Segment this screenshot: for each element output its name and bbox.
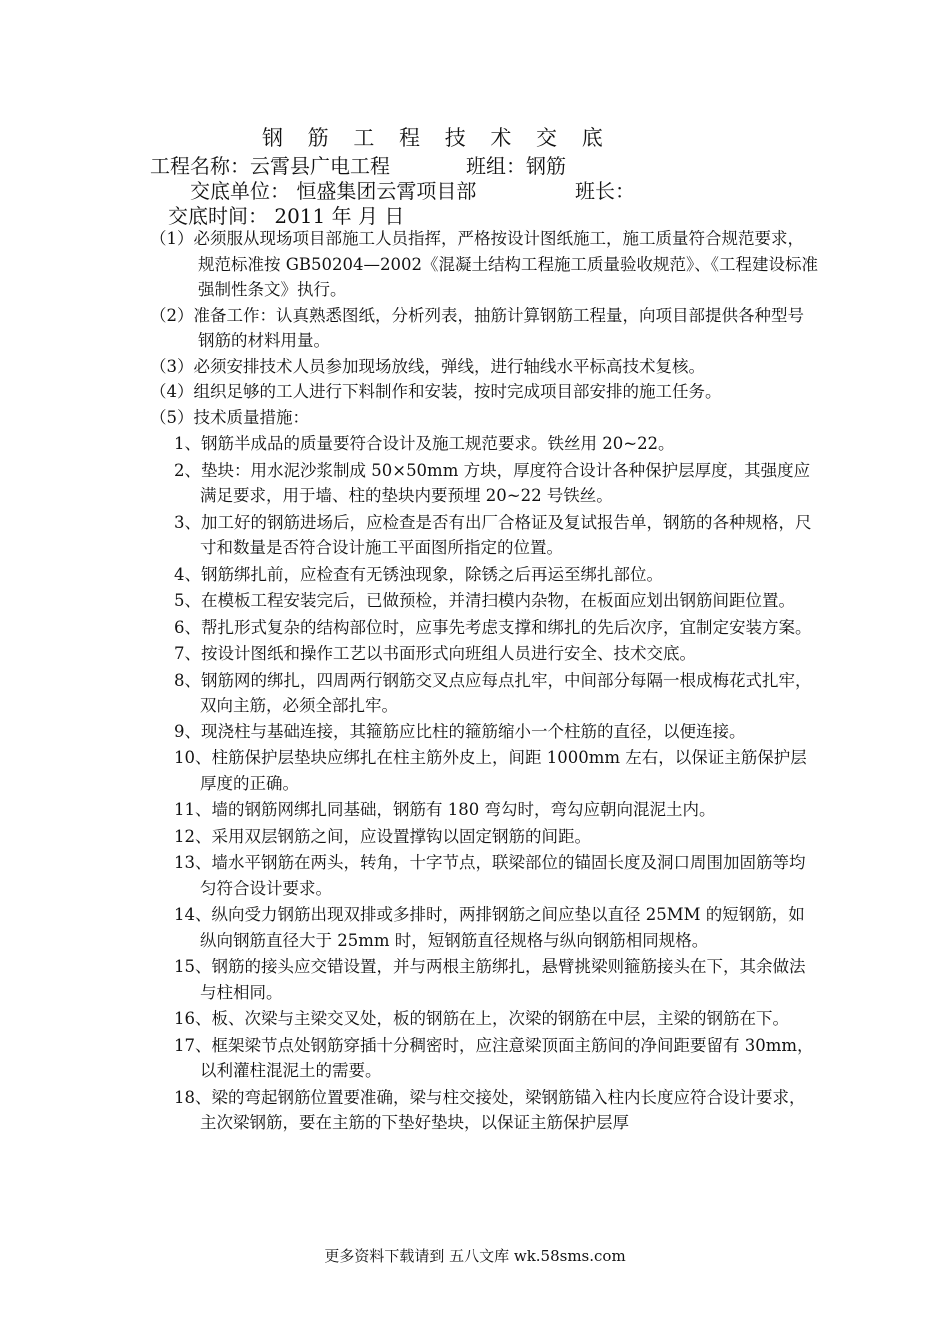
list-item: 15、钢筋的接头应交错设置，并与两根主筋绑扎，悬臂挑梁则箍筋接头在下，其余做法与柱相同。 (174, 957, 806, 1002)
team-name: 班组：钢筋 (466, 154, 566, 178)
list-item: 16、板、次梁与主梁交叉处，板的钢筋在上，次梁的钢筋在中层，主梁的钢筋在下。 (174, 1009, 789, 1028)
list-item: 3、加工好的钢筋进场后，应检查是否有出厂合格证及复试报告单，钢筋的各种规格，尺寸和数量是否符合设计施工平面图所指定的位置。 (174, 512, 812, 557)
team-leader: 班长： (575, 179, 635, 203)
list-item: 8、钢筋网的绑扎，四周两行钢筋交叉点应每点扎牢，中间部分每隔一根成梅花式扎牢，双向主筋，必须全部扎牢。 (174, 670, 812, 715)
list-item: （4）组织足够的工人进行下料制作和安装，按时完成项目部安排的施工任务。 (150, 382, 722, 401)
list-item: 13、墙水平钢筋在两头，转角，十字节点，联梁部位的锚固长度及洞口周围加固筋等均匀符合设计要求。 (174, 853, 806, 898)
list-item: 17、框架梁节点处钢筋穿插十分稠密时，应注意梁顶面主筋间的净间距要留有 30mm，以利灌柱混泥土的需要。 (174, 1035, 814, 1080)
list-item: 6、帮扎形式复杂的结构部位时，应事先考虑支撑和绑扎的先后次序，宜制定安装方案。 (174, 617, 812, 637)
list-item: 5、在模板工程安装完后，已做预检，并清扫模内杂物，在板面应划出钢筋间距位置。 (174, 591, 795, 610)
footer-note: 更多资料下载请到 五八文库 wk.58sms.com (324, 1247, 626, 1265)
list-item: 14、纵向受力钢筋出现双排或多排时，两排钢筋之间应垫以直径 25MM 的短钢筋，如纵向钢筋直径大于 25mm 时，短钢筋直径规格与纵向钢筋相同规格。 (174, 905, 805, 950)
list-item: （2）准备工作：认真熟悉图纸，分析列表，抽筋计算钢筋工程量，向项目部提供各种型号钢筋的材料用量。 (150, 305, 804, 350)
list-item: 4、钢筋绑扎前，应检查有无锈浊现象，除锈之后再运至绑扎部位。 (174, 564, 663, 584)
disclosure-time: 交底时间： 2011 年 月 日 (168, 204, 405, 228)
list-item: 1、钢筋半成品的质量要符合设计及施工规范要求。铁丝用 20~22。 (174, 434, 675, 453)
requirements-list (150, 226, 820, 1136)
list-item: （5）技术质量措施： (150, 407, 309, 427)
list-item: 18、梁的弯起钢筋位置要准确，梁与柱交接处，梁钢筋锚入柱内长度应符合设计要求，主次梁钢筋，要在主筋的下垫好垫块，以保证主筋保护层厚 (174, 1087, 806, 1132)
document-title: 钢 筋 工 程 技 术 交 底 (262, 126, 612, 150)
list-item: （3）必须安排技术人员参加现场放线，弹线，进行轴线水平标高技术复核。 (150, 356, 705, 376)
list-item: 12、采用双层钢筋之间，应设置撑钩以固定钢筋的间距。 (174, 826, 591, 846)
project-name: 工程名称：云霄县广电工程 (150, 154, 390, 178)
list-item: 11、墙的钢筋网绑扎同基础，钢筋有 180 弯勾时，弯勾应朝向混泥土内。 (174, 800, 716, 819)
disclosure-unit: 交底单位： 恒盛集团云霄项目部 (190, 179, 477, 203)
list-item: 10、柱筋保护层垫块应绑扎在柱主筋外皮上，间距 1000mm 左右，以保证主筋保护层厚度的正确。 (174, 748, 807, 793)
list-item: （1）必须服从现场项目部施工人员指挥，严格按设计图纸施工，施工质量符合规范要求，规范标准按 GB50204—2002《混凝土结构工程施工质量验收规范》、《工程建设标准强制性条文》执行。 (150, 229, 819, 299)
list-item: 2、垫块：用水泥沙浆制成 50×50mm 方块，厚度符合设计各种保护层厚度，其强度应满足要求，用于墙、柱的垫块内要预埋 20~22 号铁丝。 (174, 460, 811, 505)
list-item: 7、按设计图纸和操作工艺以书面形式向班组人员进行安全、技术交底。 (174, 644, 696, 663)
list-item: 9、现浇柱与基础连接，其箍筋应比柱的箍筋缩小一个柱筋的直径，以便连接。 (174, 721, 746, 741)
